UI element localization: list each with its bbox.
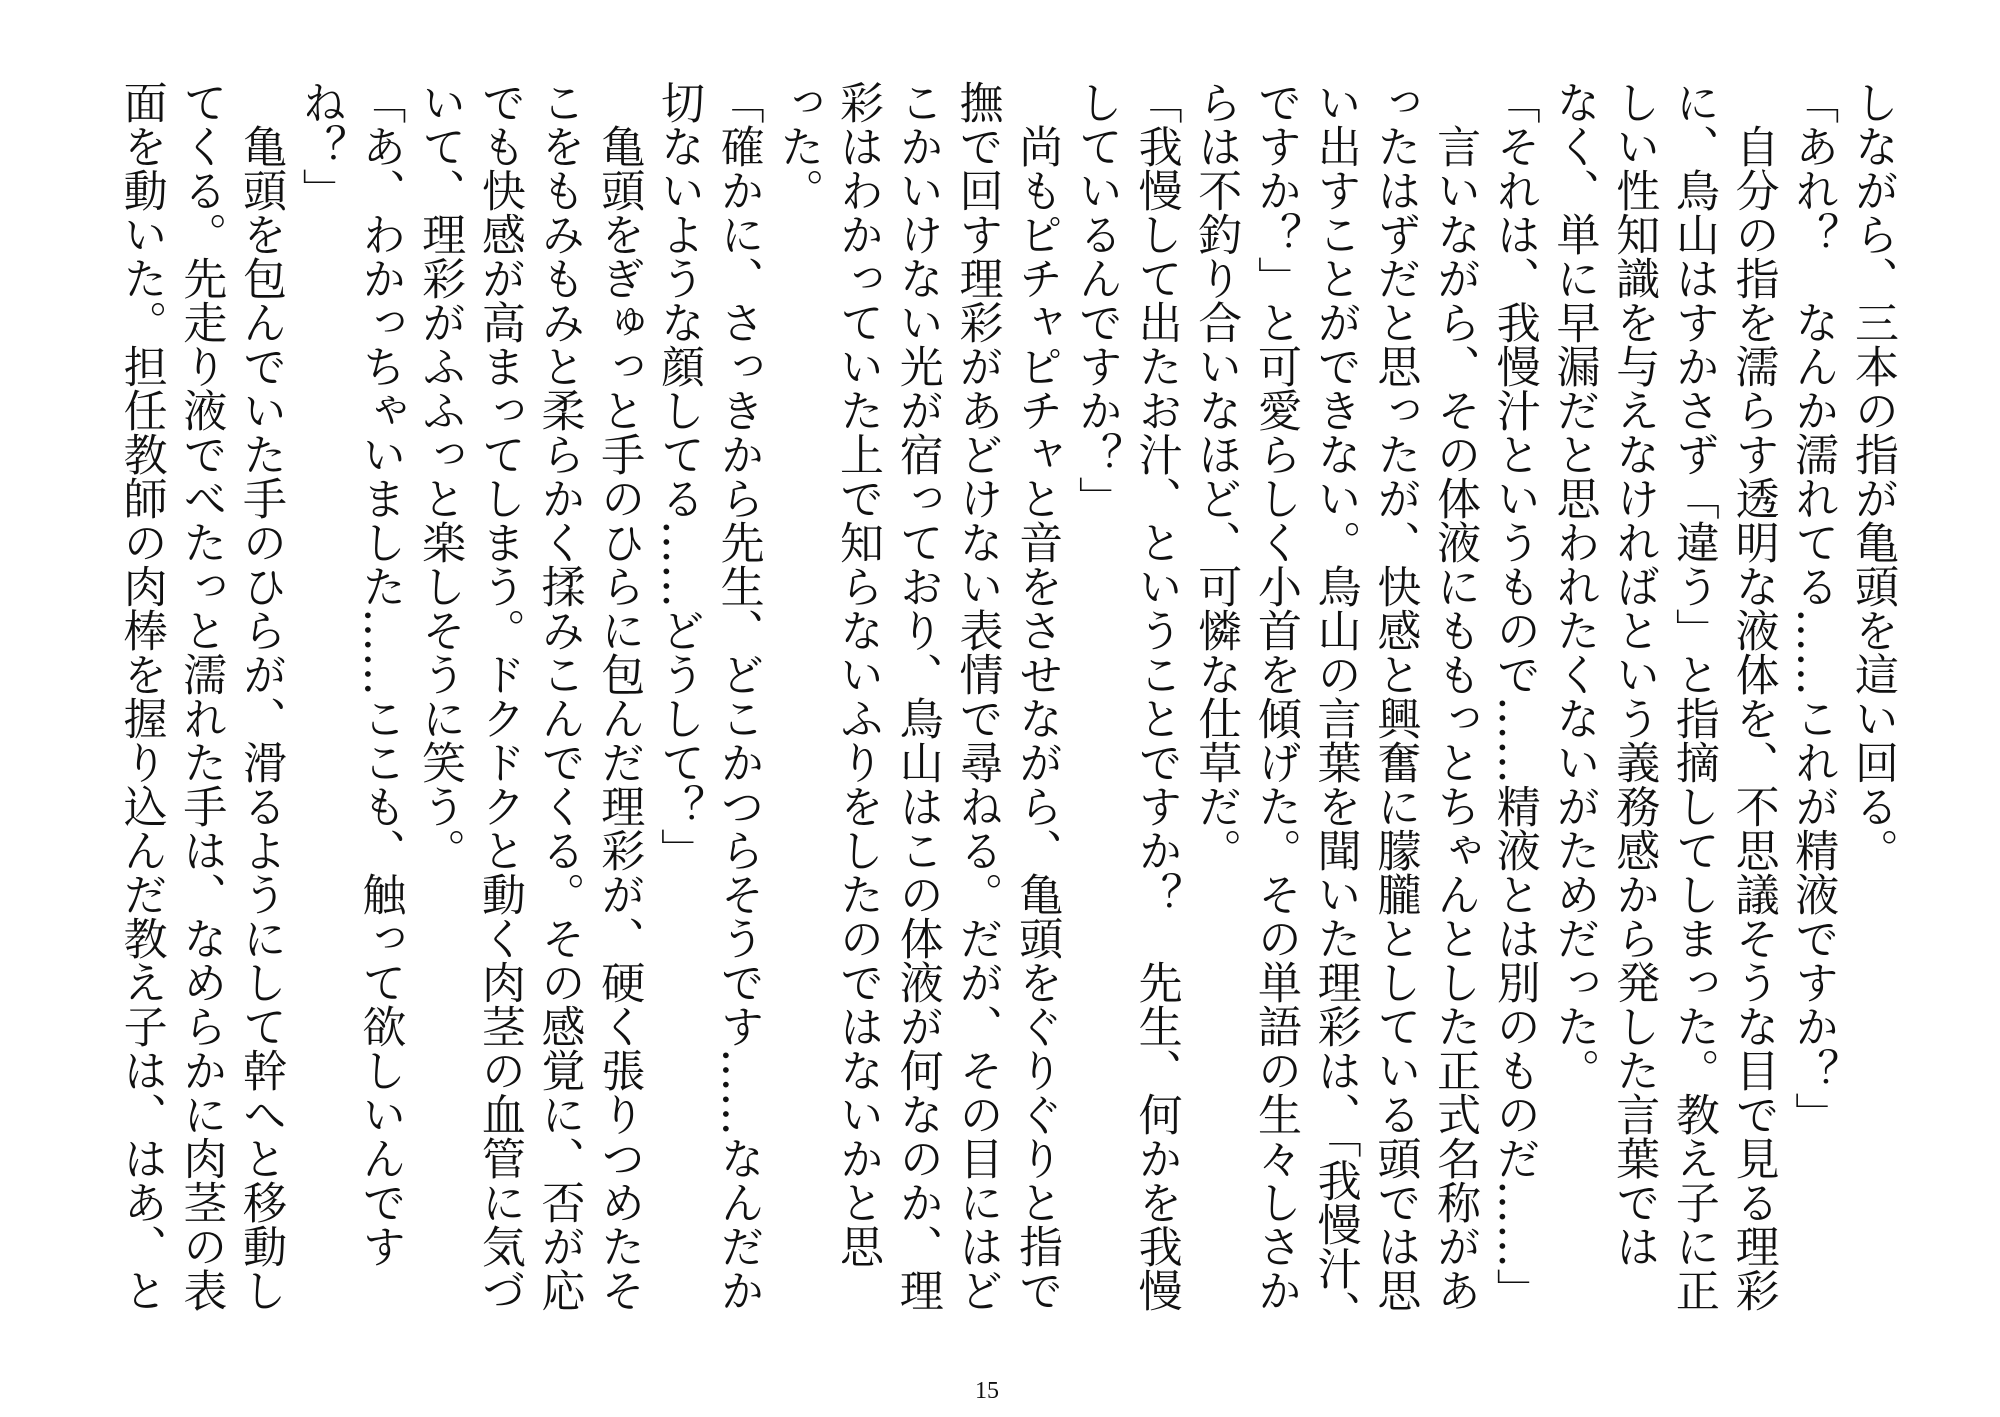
text-column: ですか？」と可愛らしく小首を傾げた。その単語の生々しさか: [1249, 80, 1301, 1312]
text-column: 自分の指を濡らす透明な液体を、不思議そうな目で見る理彩: [1727, 124, 1779, 1312]
text-column: 「あ、わかっちゃいました……ここも、触って欲しいんです: [354, 80, 406, 1268]
text-column: 尚もピチャピチャと音をさせながら、亀頭をぐりぐりと指で: [1011, 124, 1063, 1312]
text-column: 彩はわかっていた上で知らないふりをしたのではないかと思: [832, 80, 884, 1268]
text-column: 面を動いた。担任教師の肉棒を握り込んだ教え子は、はあ、と: [115, 80, 167, 1312]
text-column: 「それは、我慢汁というもので……精液とは別のものだ……」: [1488, 80, 1540, 1312]
text-column: 撫で回す理彩があどけない表情で尋ねる。だが、その目にはど: [951, 80, 1003, 1312]
text-column: こをもみもみと柔らかく揉みこんでくる。その感覚に、否が応: [533, 80, 585, 1312]
text-column: った。: [772, 80, 824, 212]
vertical-text-body: [111, 80, 1902, 1334]
text-column: こかいけない光が宿っており、鳥山はこの体液が何なのか、理: [891, 80, 943, 1312]
text-column: ったはずだと思ったが、快感と興奮に朦朧としている頭では思: [1369, 80, 1421, 1312]
text-column: いて、理彩がふふっと楽しそうに笑う。: [414, 80, 466, 872]
page-number: 15: [975, 1378, 999, 1404]
text-column: なく、単に早漏だと思われたくないがためだった。: [1548, 80, 1600, 1092]
text-column: しい性知識を与えなければという義務感から発した言葉では: [1608, 80, 1660, 1268]
text-column: しながら、三本の指が亀頭を這い回る。: [1847, 80, 1898, 872]
text-column: 「確かに、さっきから先生、どこかつらそうです……なんだか: [712, 80, 764, 1312]
text-column: 「我慢して出たお汁、ということですか？ 先生、何かを我慢: [1130, 80, 1182, 1312]
text-column: 亀頭をぎゅっと手のひらに包んだ理彩が、硬く張りつめたそ: [593, 124, 645, 1312]
text-column: 「あれ？ なんか濡れてる……これが精液ですか？」: [1787, 80, 1839, 1136]
text-column: 亀頭を包んでいた手のひらが、滑るようにして幹へと移動し: [235, 124, 287, 1312]
text-column: らは不釣り合いなほど、可憐な仕草だ。: [1190, 80, 1242, 872]
text-column: ね？」: [294, 80, 346, 212]
text-column: 言いながら、その体液にももっとちゃんとした正式名称があ: [1429, 124, 1481, 1312]
text-column: しているんですか？」: [1070, 80, 1122, 520]
text-column: い出すことができない。鳥山の言葉を聞いた理彩は、「我慢汁、: [1309, 80, 1361, 1334]
text-column: てくる。先走り液でべたっと濡れた手は、なめらかに肉茎の表: [175, 80, 227, 1312]
text-column: でも快感が高まってしまう。ドクドクと動く肉茎の血管に気づ: [473, 80, 525, 1312]
text-column: 切ないような顔してる……どうして？」: [652, 80, 704, 872]
text-column: に、鳥山はすかさず「違う」と指摘してしまった。教え子に正: [1667, 80, 1719, 1312]
